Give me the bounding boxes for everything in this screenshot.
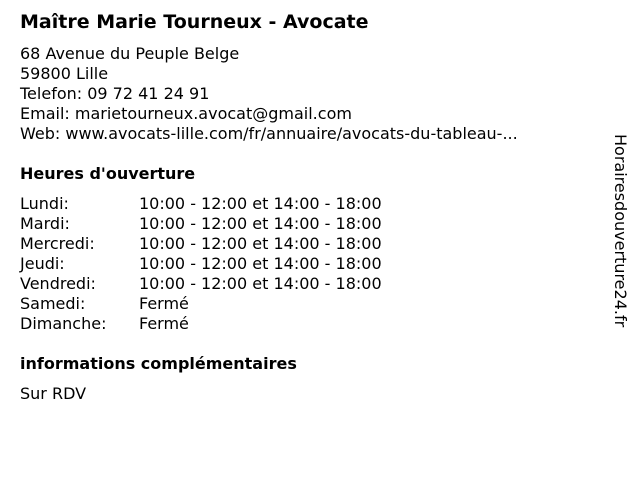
hours-row-mercredi — [20, 234, 382, 254]
info-text: Sur RDV — [20, 384, 87, 403]
hours-table — [20, 194, 382, 334]
day-hours: Fermé — [139, 314, 189, 333]
hours-row-dimanche — [20, 314, 382, 334]
web-text: Web: www.avocats-lille.com/fr/annuaire/avocats-du-tableau-... — [20, 124, 518, 143]
hours-heading: Heures d'ouverture — [20, 164, 196, 183]
day-label: Lundi: — [20, 194, 69, 213]
day-hours: 10:00 - 12:00 et 14:00 - 18:00 — [139, 254, 382, 273]
day-hours: Fermé — [139, 294, 189, 313]
day-label: Jeudi: — [20, 254, 65, 273]
day-label: Mardi: — [20, 214, 70, 233]
site-watermark: Horairesdouverture24.fr — [611, 134, 630, 328]
day-hours: 10:00 - 12:00 et 14:00 - 18:00 — [139, 194, 382, 213]
address-city: 59800 Lille — [20, 64, 109, 83]
day-label: Vendredi: — [20, 274, 96, 293]
day-hours: 10:00 - 12:00 et 14:00 - 18:00 — [139, 234, 382, 253]
day-label: Samedi: — [20, 294, 86, 313]
day-hours: 10:00 - 12:00 et 14:00 - 18:00 — [139, 214, 382, 233]
hours-row-lundi — [20, 194, 382, 214]
day-label: Mercredi: — [20, 234, 95, 253]
day-hours: 10:00 - 12:00 et 14:00 - 18:00 — [139, 274, 382, 293]
hours-row-jeudi — [20, 254, 382, 274]
address-street: 68 Avenue du Peuple Belge — [20, 44, 240, 63]
hours-row-mardi — [20, 214, 382, 234]
contact-block — [20, 44, 518, 144]
info-heading: informations complémentaires — [20, 354, 297, 373]
hours-row-vendredi — [20, 274, 382, 294]
page-title: Maître Marie Tourneux - Avocate — [20, 11, 369, 33]
email-text: Email: marietourneux.avocat@gmail.com — [20, 104, 352, 123]
hours-row-samedi — [20, 294, 382, 314]
day-label: Dimanche: — [20, 314, 107, 333]
phone-text: Telefon: 09 72 41 24 91 — [20, 84, 210, 103]
